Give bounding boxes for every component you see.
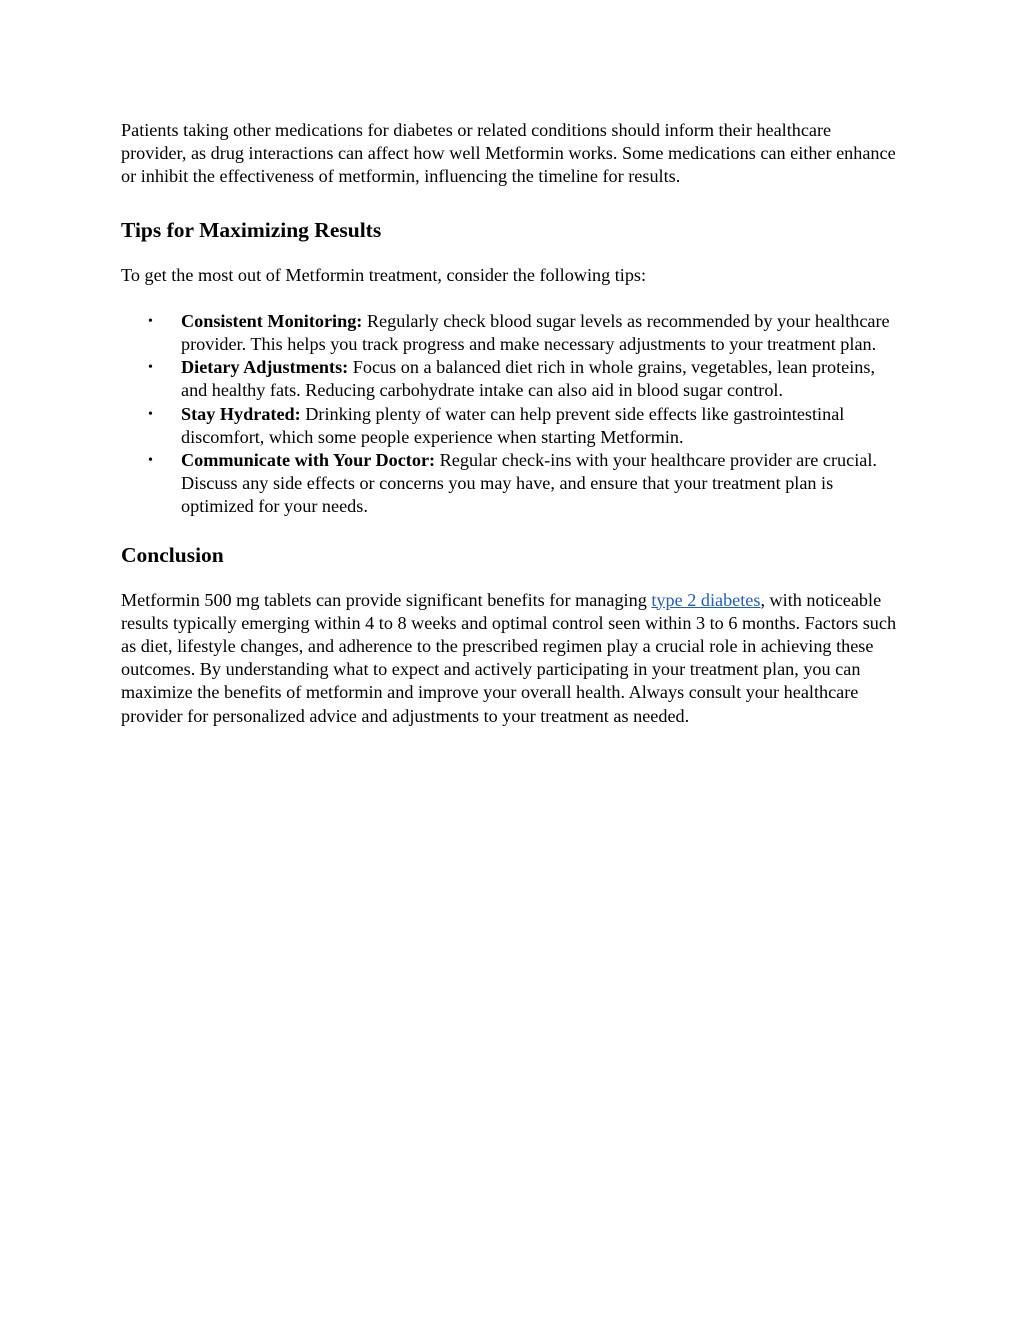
tip-text: Regular check-ins with your healthcare provider are crucial. Discuss any side effects or concerns you may have, and ensure that your treatment plan is optimized for your needs. xyxy=(181,450,877,517)
type-2-diabetes-link[interactable]: type 2 diabetes xyxy=(651,589,761,610)
tip-label: Stay Hydrated: xyxy=(181,403,301,424)
tip-item-communicate-with-doctor xyxy=(121,449,901,519)
conclusion-paragraph xyxy=(121,589,901,728)
conclusion-text-start: Metformin 500 mg tablets can provide significant benefits for managing xyxy=(121,589,652,610)
tip-label: Dietary Adjustments: xyxy=(181,357,349,378)
tip-text: Regularly check blood sugar levels as recommended by your healthcare provider. This helps you track progress and make necessary adjustments to your treatment plan. xyxy=(181,310,890,355)
tip-item-dietary-adjustments xyxy=(121,356,901,402)
tip-text: Drinking plenty of water can help prevent side effects like gastrointestinal discomfort, which some people experience when starting Metformin. xyxy=(181,403,845,447)
bullet-icon: • xyxy=(148,313,153,329)
tip-item-stay-hydrated xyxy=(121,403,901,449)
intro-paragraph: Patients taking other medications for diabetes or related conditions should inform their healthcare provider, as drug interactions can affect how well Metformin works. Some medications can either enhance or inhibit the effectiveness of metformin, influencing the timeline for results. xyxy=(121,120,896,187)
tips-heading: Tips for Maximizing Results xyxy=(121,217,382,242)
tip-label: Communicate with Your Doctor: xyxy=(181,450,436,471)
conclusion-text-end: , with noticeable results typically emerging within 4 to 8 weeks and optimal control seen within 3 to 6 months. Factors such as diet, lifestyle changes, and adherence to the prescribed regimen play a crucial role in achieving these outcomes. By understanding what to expect and actively participating in your treatment plan, you can maximize the benefits of metformin and improve your overall health. Always consult your healthcare provider for personalized advice and adjustments to your treatment as needed. xyxy=(121,589,897,726)
tip-item-consistent-monitoring xyxy=(121,310,901,356)
tips-list xyxy=(121,310,901,519)
bullet-icon: • xyxy=(148,453,153,469)
tip-text: Focus on a balanced diet rich in whole grains, vegetables, lean proteins, and healthy fats. Reducing carbohydrate intake can also aid in blood sugar control. xyxy=(181,357,875,401)
tips-intro-paragraph: To get the most out of Metformin treatment, consider the following tips: xyxy=(121,264,647,285)
bullet-icon: • xyxy=(148,406,153,422)
conclusion-heading: Conclusion xyxy=(121,542,224,567)
tip-label: Consistent Monitoring: xyxy=(181,310,363,331)
bullet-icon: • xyxy=(148,360,153,376)
document-page xyxy=(121,119,901,728)
